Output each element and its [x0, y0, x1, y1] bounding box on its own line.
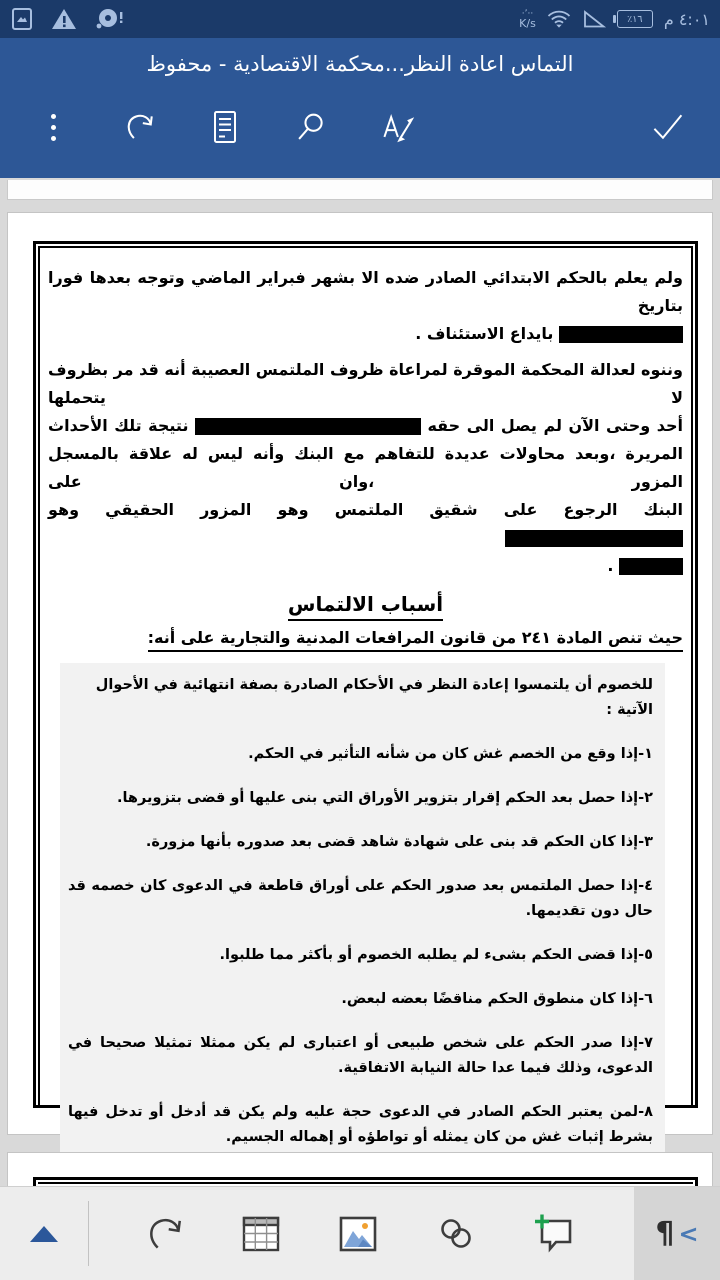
document-line [48, 356, 683, 412]
overflow-menu-icon[interactable] [36, 109, 70, 145]
list-intro: للخصوم أن يلتمسوا إعادة النظر في الأحكام الصادرة بصفة انتهائية في الأحوال الآتية : [95, 677, 653, 718]
app-bar [0, 38, 720, 178]
document-line [48, 320, 683, 348]
previous-page-bottom [7, 180, 713, 200]
list-item: ٢-إذا حصل بعد الحكم إقرار بتزوير الأوراق التي بنى عليها أو قضى بتزويرها. [116, 790, 653, 806]
network-speed-indicator: ·٬·· K/s [519, 9, 536, 30]
insert-link-icon[interactable] [434, 1214, 478, 1254]
clock: ٤:٠١ م [663, 9, 710, 29]
text-run: البنك الرجوع على شقيق الملتمس وهو المزور الحقيقي وهو [48, 500, 683, 519]
list-item: ٣-إذا كان الحكم قد بنى على شهادة شاهد قضى بعد صدوره بأنها مزورة. [145, 834, 653, 850]
text-run: نتيجة تلك الأحداث [48, 416, 195, 435]
paragraph-1 [48, 264, 683, 348]
document-line [48, 552, 683, 580]
next-page-top [7, 1152, 713, 1186]
page-border [33, 241, 698, 1145]
edit-icon[interactable] [380, 109, 414, 145]
document-line [48, 440, 683, 496]
collapse-chevron-icon: < [678, 1219, 699, 1248]
document-page[interactable] [7, 212, 713, 1145]
redaction-box [505, 530, 683, 547]
list-item: ٧-إذا صدر الحكم على شخص طبيعى أو اعتبارى لم يكن ممثلا تمثيلا صحيحا في الدعوى، وذلك فيما عدا حالة النيابة الاتفاقية. [68, 1035, 653, 1076]
alert-icon [94, 7, 124, 31]
expand-toolbar-icon[interactable] [0, 1187, 88, 1280]
cellular-signal-icon [582, 9, 606, 29]
wifi-icon [547, 9, 571, 29]
text-run: المريرة ،وبعد محاولات عديدة للتفاهم مع البنك وأنه ليس له علاقة بالمسجل المزور ،وان على [48, 444, 683, 491]
paragraph-2 [48, 356, 683, 580]
section-heading: أسباب الالتماس [48, 592, 683, 616]
text-run: . [607, 556, 619, 575]
status-bar [0, 0, 720, 38]
text-run: أحد وحتى الآن لم يصل الى حقه [420, 416, 683, 435]
formatting-marks-panel-toggle[interactable] [634, 1187, 720, 1280]
document-line [48, 496, 683, 552]
redaction-box [559, 326, 683, 343]
new-comment-icon[interactable] [532, 1212, 580, 1256]
grounds-list [68, 742, 653, 1150]
document-line [48, 264, 683, 320]
highlighted-block [60, 663, 665, 1178]
document-canvas[interactable] [0, 178, 720, 1186]
done-check-icon[interactable] [650, 109, 684, 145]
formatting-marks-icon: ¶ [655, 1216, 675, 1251]
article-subheading: حيث تنص المادة ٢٤١ من قانون المرافعات المدنية والتجارية على أنه: [48, 628, 683, 647]
text-run: بايداع الاستئناف . [415, 324, 559, 343]
redo-icon[interactable] [143, 1212, 185, 1256]
list-item: ٤-إذا حصل الملتمس بعد صدور الحكم على أوراق قاطعة في الدعوى كان خصمه قد حال دون تقديمها. [68, 878, 653, 919]
edit-toolbar [0, 1186, 720, 1280]
insert-image-icon[interactable] [336, 1214, 380, 1254]
redaction-box [619, 558, 683, 575]
text-run: ولم يعلم بالحكم الابتدائي الصادر ضده الا بشهر فبراير الماضي وتوجه بعدها فورا بتاريخ [48, 268, 683, 315]
list-item: ١-إذا وقع من الخصم غش كان من شأنه التأثير في الحكم. [248, 746, 653, 762]
list-item: ٦-إذا كان منطوق الحكم مناقضًا بعضه لبعض. [341, 991, 653, 1007]
document-line [48, 412, 683, 440]
list-item: ٥-إذا قضى الحكم بشىء لم يطلبه الخصوم أو بأكثر مما طلبوا. [219, 947, 653, 963]
insert-table-icon[interactable] [239, 1214, 283, 1254]
redo-icon[interactable] [122, 109, 156, 145]
outline-view-icon[interactable] [208, 109, 242, 145]
text-run: وننوه لعدالة المحكمة الموقرة لمراعاة ظروف الملتمس العصيبة أنه قد مر بظروف لا يتحملها [48, 360, 683, 407]
list-item: ٨-لمن يعتبر الحكم الصادر في الدعوى حجة عليه ولم يكن قد أدخل أو تدخل فيها بشرط إثبات غش من كان يمثله أو تواطؤه أو إهماله الجسيم. [68, 1104, 653, 1145]
warning-icon [51, 7, 77, 31]
search-icon[interactable] [294, 109, 328, 145]
document-title: التماس اعادة النظر...محكمة الاقتصادية - محفوظ [146, 52, 574, 76]
app-toolbar [0, 90, 720, 164]
screenshot-icon [10, 7, 34, 31]
battery-percent: ١٦٪ [627, 13, 643, 25]
battery-icon [617, 10, 653, 28]
redaction-box [195, 418, 421, 435]
